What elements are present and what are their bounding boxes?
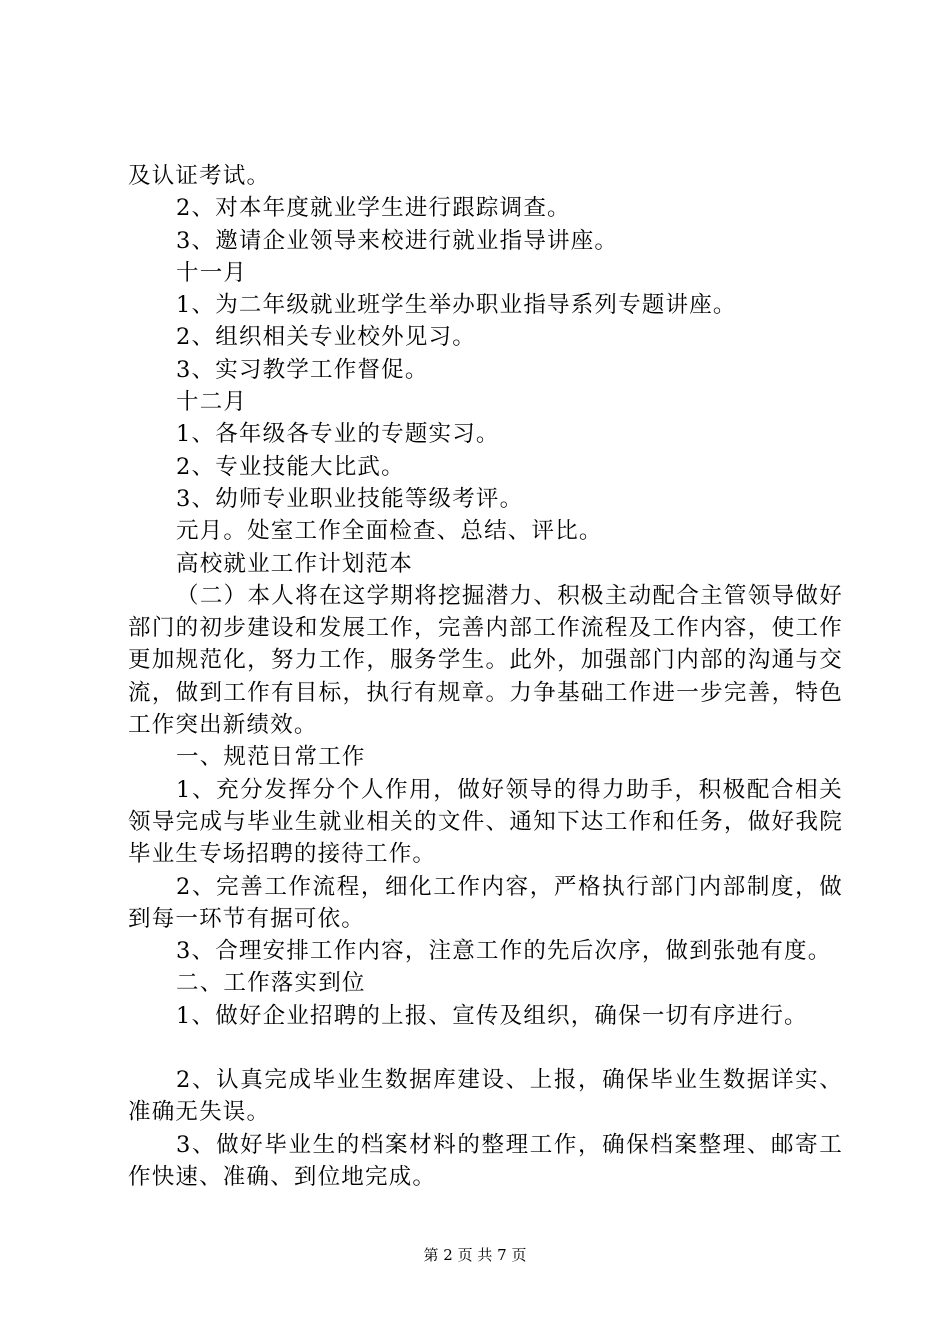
paragraph-body: （二）本人将在这学期将挖掘潜力、积极主动配合主管领导做好部门的初步建设和发展工作，完善内部工作流程及工作内容，使工作更加规范化，努力工作，服务学生。此外，加强部门内部的沟通与交流，做到工作有目标，执行有规章。力争基础工作进一步完善，特色工作突出新绩效。 — [128, 582, 843, 739]
page-footer: 第 2 页 共 7 页 — [423, 1246, 527, 1264]
month-heading: 十二月 — [176, 389, 248, 416]
paragraph-item: 3、幼师专业职业技能等级考评。 — [176, 485, 524, 512]
paragraph-item: 1、充分发挥分个人作用，做好领导的得力助手，积极配合相关领导完成与毕业生就业相关的文件、通知下达工作和任务，做好我院毕业生专场招聘的接待工作。 — [128, 776, 843, 868]
paragraph-item: 2、组织相关专业校外见习。 — [176, 324, 476, 351]
section-heading: 二、工作落实到位 — [176, 970, 366, 997]
paragraph-item: 2、认真完成毕业生数据库建设、上报，确保毕业生数据详实、准确无失误。 — [128, 1067, 843, 1126]
paragraph-item: 元月。处室工作全面检查、总结、评比。 — [176, 518, 603, 545]
paragraph-item: 3、实习教学工作督促。 — [176, 356, 429, 383]
paragraph-continuation: 及认证考试。 — [128, 163, 271, 189]
paragraph-item: 2、完善工作流程，细化工作内容，严格执行部门内部制度，做到每一环节有据可依。 — [128, 873, 843, 932]
paragraph-item: 2、对本年度就业学生进行跟踪调查。 — [176, 195, 571, 222]
section-title: 高校就业工作计划范本 — [176, 550, 414, 577]
document-body — [128, 160, 843, 1193]
paragraph-item: 3、合理安排工作内容，注意工作的先后次序，做到张弛有度。 — [176, 938, 832, 965]
paragraph-item: 3、做好毕业生的档案材料的整理工作，确保档案整理、邮寄工作快速、准确、到位地完成。 — [128, 1131, 843, 1190]
paragraph-item: 1、各年级各专业的专题实习。 — [176, 421, 500, 448]
paragraph-item: 1、为二年级就业班学生举办职业指导系列专题讲座。 — [176, 292, 737, 319]
section-heading: 一、规范日常工作 — [176, 744, 366, 771]
blank-line — [128, 1032, 843, 1064]
paragraph-item: 3、邀请企业领导来校进行就业指导讲座。 — [176, 227, 619, 254]
paragraph-item: 1、做好企业招聘的上报、宣传及组织，确保一切有序进行。 — [176, 1002, 808, 1029]
month-heading: 十一月 — [176, 259, 248, 286]
paragraph-item: 2、专业技能大比武。 — [176, 453, 405, 480]
